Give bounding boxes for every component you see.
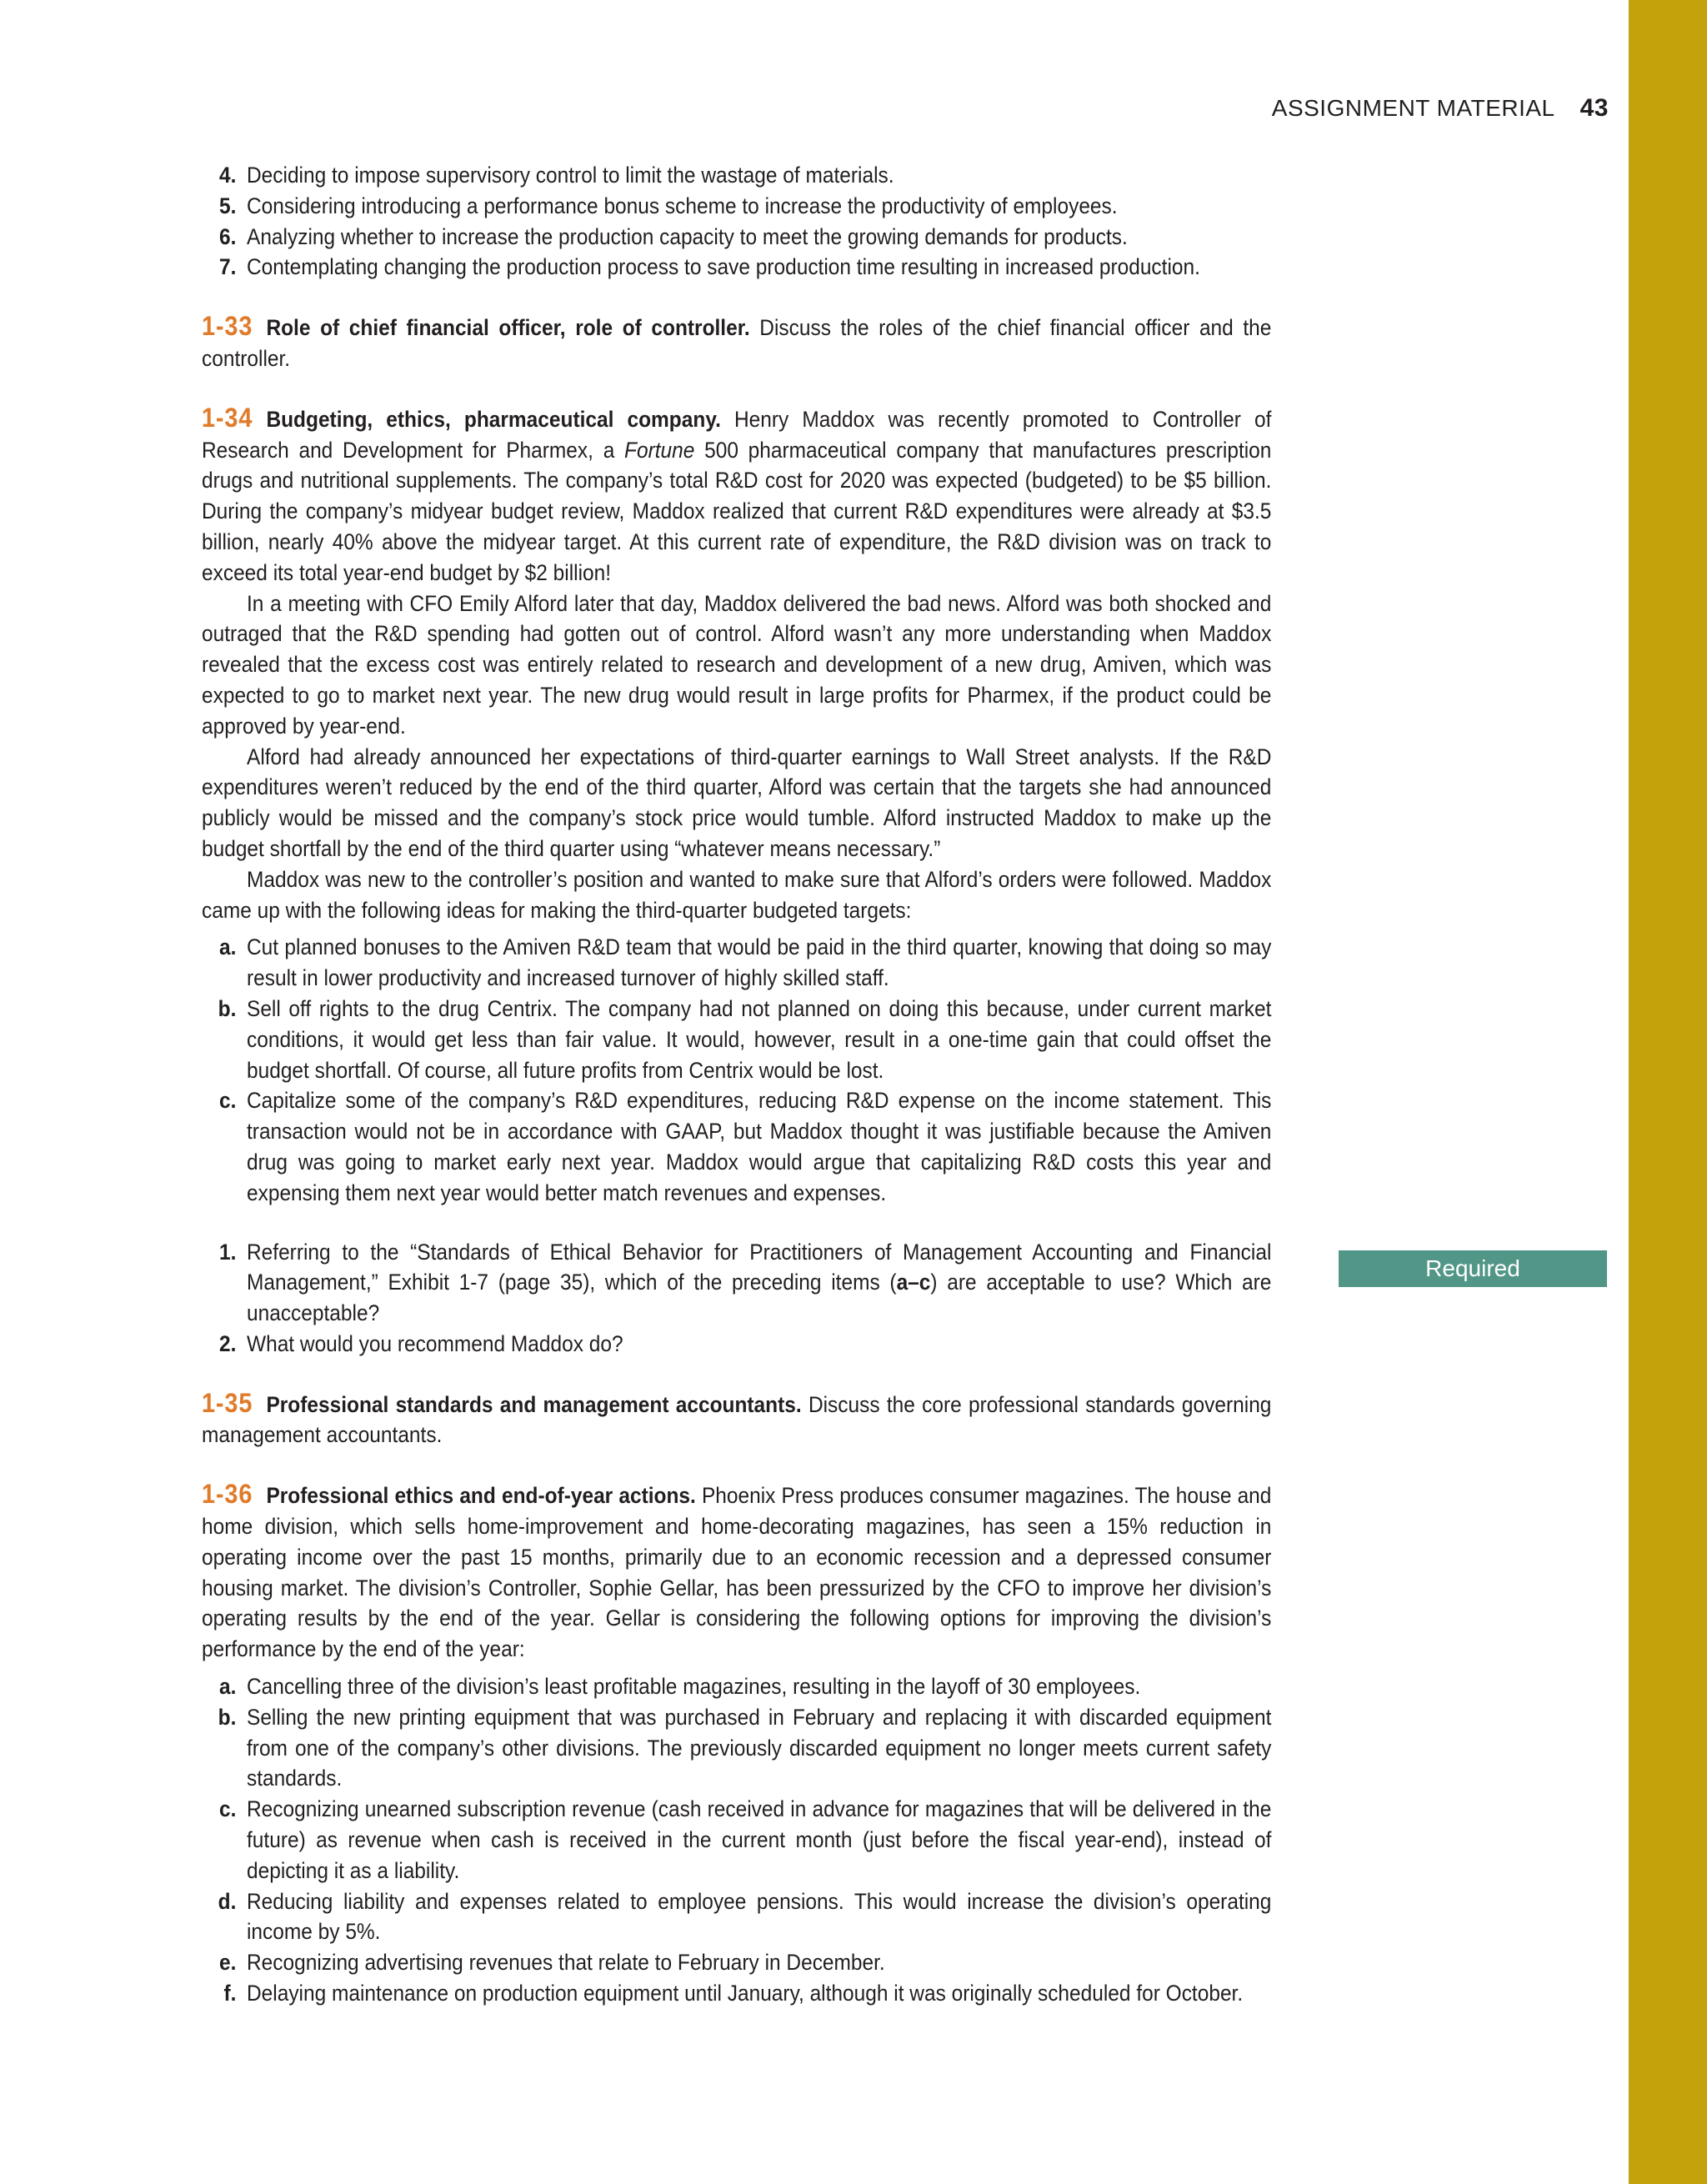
running-head [1272,94,1609,123]
problem-1-36 [202,1479,1271,1665]
list-item: c. Capitalize some of the company’s R&D expenditures, reducing R&D expense on the income statement. This transaction would not be in accordance with GAAP, but Maddox thought it was justifiable because the Amiven drug was going to market early next year. Maddox would argue that capitalizing R&D costs this year and expensing them next year would better match revenues and expenses. [218,1087,1272,1205]
required-list [202,1237,1271,1360]
list-item: 7. Contemplating changing the production process to save production time resulting in increased production. [218,253,1200,280]
ideas-list [202,932,1271,1208]
problem-title: Role of chief financial officer, role of controller. [266,314,750,341]
problem-number: 1-33 [202,311,253,342]
problem-text: Discuss the roles of the chief financial officer and the controller. [202,314,1272,371]
problem-1-35 [202,1388,1271,1451]
paragraph: Maddox was new to the controller’s position and wanted to make sure that Alford’s orders were followed. Maddox came up with the following ideas for making the third-quarter budgeted targets: [202,865,1272,923]
section-title: ASSIGNMENT MATERIAL [1271,95,1555,121]
page-number: 43 [1579,94,1609,122]
list-item: 2. What would you recommend Maddox do? [218,1330,623,1356]
list-item: 6. Analyzing whether to increase the production capacity to meet the growing demands for products. [218,223,1128,249]
paragraph: In a meeting with CFO Emily Alford later that day, Maddox delivered the bad news. Alford was both shocked and outraged that the R&D spending had gotten out of control. Alford wasn’t any more understanding when Maddox revealed that the excess cost was entirely related to research and development of a new drug, Amiven, which was expected to go to market next year. The new drug would result in large profits for Pharmex, if the product could be approved by year-end. [202,589,1272,739]
problem-text: Phoenix Press produces consumer magazines. The house and home division, which sells home-improvement and home-decorating magazines, has seen a 15% reduction in operating income over the past 15 months, primarily due to an economic recession and a depressed consumer housing market. The division’s Controller, Sophie Gellar, has been pressurized by the CFO to improve her division’s operating results by the end of the year. Gellar is considering the following options for improving the division’s performance by the end of the year: [202,1482,1272,1662]
top-list [202,160,1271,283]
problem-number: 1-34 [202,402,253,433]
list-item: a. Cancelling three of the division’s least profitable magazines, resulting in the layoff of 30 employees. [218,1673,1141,1700]
problem-number: 1-36 [202,1479,253,1510]
side-color-band [1629,0,1707,2184]
required-tag: Required [1339,1250,1607,1287]
problem-title: Professional ethics and end-of-year actions. [266,1482,696,1509]
problem-text: Discuss the core professional standards governing management accountants. [202,1390,1272,1448]
problem-title: Professional standards and management accountants. [266,1390,802,1417]
options-list [202,1671,1271,2009]
list-item: 4. Deciding to impose supervisory control to limit the wastage of materials. [218,162,894,188]
list-item: f. Delaying maintenance on production equipment until January, although it was originally scheduled for October. [223,1980,1244,2006]
italic-text: Fortune [624,436,695,463]
list-item: b. Selling the new printing equipment that was purchased in February and replacing it with discarded equipment from one of the company’s other divisions. The previously discarded equipment no longer meets current safety standards. [218,1703,1272,1791]
paragraph: Alford had already announced her expectations of third-quarter earnings to Wall Street analysts. If the R&D expenditures weren’t reduced by the end of the third quarter, Alford was certain that the targets she had announced publicly would be missed and the company’s stock price would tumble. Alford instructed Maddox to make up the budget shortfall by the end of the third quarter using “whatever means necessary.” [202,743,1272,861]
list-item: c. Recognizing unearned subscription revenue (cash received in advance for magazines that will be delivered in the future) as revenue when cash is received in the current month (just before the fiscal year-end), instead of depicting it as a liability. [218,1796,1272,1883]
list-item: 5. Considering introducing a performance bonus scheme to increase the productivity of employees. [218,192,1118,218]
problem-1-34: 1-34 Budgeting, ethics, pharmaceutical company. Henry Maddox was recently promoted to Controller of Research and Development for Pharmex, a Fortune 500 pharmaceutical company that manufactures prescription drugs and nutritional supplements. The company’s total R&D cost for 2020 was expected (budgeted) to be $5 billion. During the company’s midyear budget review, Maddox realized that current R&D expenditures were already at $3.5 billion, nearly 40% above the midyear target. At this current rate of expenditure, the R&D division was on track to exceed its total year-end budget by $2 billion! [202,402,1272,585]
list-item: d. Reducing liability and expenses related to employee pensions. This would increase the division’s operating income by 5%. [218,1887,1272,1945]
problem-number: 1-35 [202,1387,253,1418]
problem-title: Budgeting, ethics, pharmaceutical company. [266,405,721,432]
list-item: b. Sell off rights to the drug Centrix. The company had not planned on doing this because, under current market conditions, it would get less than fair value. It would, however, result in a one-time gain that could offset the budget shortfall. Of course, all future profits from Centrix would be lost. [218,994,1272,1083]
problem-1-33 [202,311,1271,374]
page-body [202,160,1271,2009]
list-item: e. Recognizing advertising revenues that relate to February in December. [218,1949,885,1976]
list-item: a. Cut planned bonuses to the Amiven R&D team that would be paid in the third quarter, knowing that doing so may result in lower productivity and increased turnover of highly skilled staff. [218,934,1272,991]
list-item: 1. Referring to the “Standards of Ethical Behavior for Practitioners of Management Accounting and Financial Management,” Exhibit 1-7 (page 35), which of the preceding items (a–c) are acceptable to use? Which are unacceptable? [218,1238,1272,1326]
